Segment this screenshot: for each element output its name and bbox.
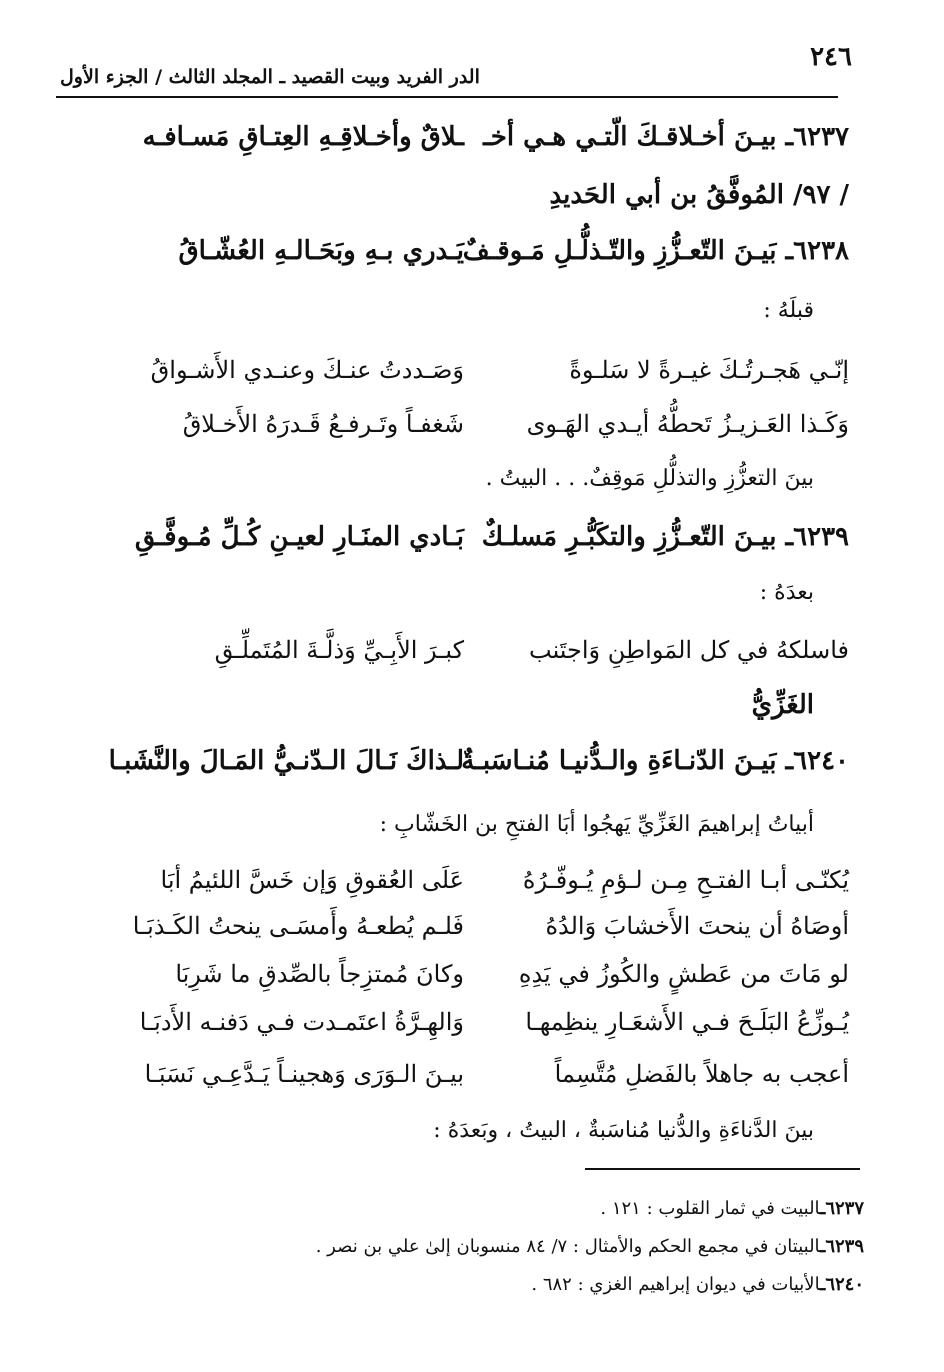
entry-number: ٦٢٣٨ـ: [785, 236, 849, 266]
running-header-title: الدر الفريد وبيت القصيد ـ المجلد الثالث / الجزء الأول: [60, 66, 480, 88]
first-hemistich: يُكنّـى أبـا الفتـحِ مِـن لـؤمِ يُـوفّـرُهُ: [522, 866, 849, 894]
entry-number: ٦٢٣٧ـ: [785, 122, 849, 152]
second-hemistich: بيـنَ الـوَرَى وَهجينـاً يَـدَّعِـي نَسَبَـا: [144, 1060, 464, 1088]
verse-line: [94, 866, 849, 910]
header-divider: [56, 96, 838, 98]
second-hemistich: يَـدري بـهِ وبَحَـالـهِ العُشّـاقُ: [178, 236, 464, 266]
first-hemistich: وَكَـذا العَـزيـزُ تَحطُّهُ أيـدي الهَـوى: [526, 410, 849, 438]
second-hemistich: لـذاكَ نَـالَ الـدّنـيُّ المَـالَ والنَّشَبـا: [108, 746, 464, 776]
first-hemistich: فاسلكهُ في كل المَواطِنِ وَاجتَنب: [529, 636, 849, 664]
footnote: [316, 1236, 864, 1257]
first-hemistich: لو مَاتَ من عَطشٍ والكُوزُ في يَدِهِ: [518, 960, 849, 988]
footnote-text: الأبيات في ديوان إبراهيم الغزي : ٦٨٢ .: [531, 1274, 821, 1295]
footnote-number: ٦٢٣٩ـ: [820, 1236, 864, 1257]
verse-line: [94, 1060, 849, 1104]
footnote: [600, 1198, 864, 1219]
first-hemistich: إنّـي هَجـرتُـكَ غيـرةً لا سَلـوةً: [569, 356, 849, 384]
second-hemistich: ـلاقٌ وأخـلاقِـهِ العِتـاقِ مَسـافـه: [142, 122, 464, 152]
verse-line: [94, 636, 849, 680]
closing-text: بينَ التعزُّزِ والتذلُّلِ مَوقِفٌ. . . البيتُ .: [485, 466, 814, 491]
attribution: الغَزِّيُّ: [751, 690, 814, 720]
verse-line: [94, 1008, 849, 1052]
second-hemistich: عَلَى العُقوقِ وَإن خَسَّ اللئيمُ أبَا: [160, 866, 464, 894]
first-hemistich: يُـوزِّعُ البَلَـحَ فـي الأَشعَـارِ ينظِمهـا: [525, 1008, 849, 1036]
verse-line-6237: [94, 122, 849, 166]
verse-line-6239: [94, 522, 849, 566]
second-hemistich: كبـرَ الأَبِـيِّ وَذلَّـةَ المُتَملِّـقِ: [214, 636, 464, 664]
verse-line: [94, 356, 849, 400]
footnote-divider: [585, 1168, 860, 1170]
first-hemistich: بيـنَ التّعـزُّزِ والتكَبُّـرِ مَسلـكٌ: [481, 522, 777, 552]
intro-text: قبلَهُ :: [763, 298, 814, 323]
second-hemistich: بَـادي المنَـارِ لعيـنِ كُـلِّ مُـوفَّـقِ: [134, 522, 464, 552]
attribution: / ٩٧/ المُوفَّقُ بن أبي الحَديدِ: [549, 180, 849, 210]
verse-line-6238: [94, 236, 849, 280]
page-number: ٢٤٦: [810, 42, 852, 72]
verse-line: [94, 960, 849, 1004]
footnote: [531, 1274, 864, 1295]
first-hemistich: بَيـنَ التّعـزُّزِ والتّـذلُّـلِ مَـوقـفٌ: [462, 236, 777, 266]
entry-number: ٦٢٤٠ـ: [785, 746, 849, 776]
entry-number: ٦٢٣٩ـ: [785, 522, 849, 552]
second-hemistich: شَغفـاً وتَـرفـعُ قَـدرَهُ الأَخـلاقُ: [182, 410, 464, 438]
intro-text: بعدَهُ :: [759, 580, 814, 605]
verse-line: [94, 410, 849, 454]
first-hemistich: أعجب به جاهلاً بالفَضلِ مُتَّسِماً: [554, 1060, 849, 1088]
first-hemistich: أوصَاهُ أن ينحتَ الأَخشابَ وَالدُهُ: [545, 912, 849, 940]
first-hemistich: بيـنَ أخـلاقـكَ الّتـي هـي أخـ: [483, 122, 777, 152]
footnote-number: ٦٢٣٧ـ: [820, 1198, 864, 1219]
second-hemistich: وَالهِـرَّةُ اعتَمـدت فـي دَفنـه الأَدبَـا: [139, 1008, 464, 1036]
verse-line-6240: [94, 746, 849, 790]
intro-text: أبياتُ إبراهيمَ الغَزِّيِّ يَهجُوا أبَا الفتحِ بن الخَشّابِ :: [379, 812, 814, 837]
closing-text: بينَ الدَّناءَةِ والدُّنيا مُناسَبةٌ ، البيتُ ، وبَعدَهُ :: [433, 1118, 814, 1143]
second-hemistich: وكانَ مُمتزِجاً بالصِّدقِ ما شَرِبَا: [175, 960, 464, 988]
footnote-text: البيت في ثمار القلوب : ١٢١ .: [600, 1198, 821, 1219]
footnote-text: البيتان في مجمع الحكم والأمثال : ٧/ ٨٤ منسوبان إلىٰ علي بن نصر .: [315, 1236, 821, 1257]
first-hemistich: بَيـنَ الدّنـاءَةِ والـدُّنيـا مُنـاسَبـةٌ: [461, 746, 777, 776]
footnote-number: ٦٢٤٠ـ: [820, 1274, 864, 1295]
second-hemistich: وَصَـددتُ عنـكَ وعنـدي الأَشـواقُ: [150, 356, 464, 384]
second-hemistich: فَلـم يُطعـهُ وأَمسَـى ينحتُ الكَـذبَـا: [132, 912, 464, 940]
verse-line: [94, 912, 849, 956]
